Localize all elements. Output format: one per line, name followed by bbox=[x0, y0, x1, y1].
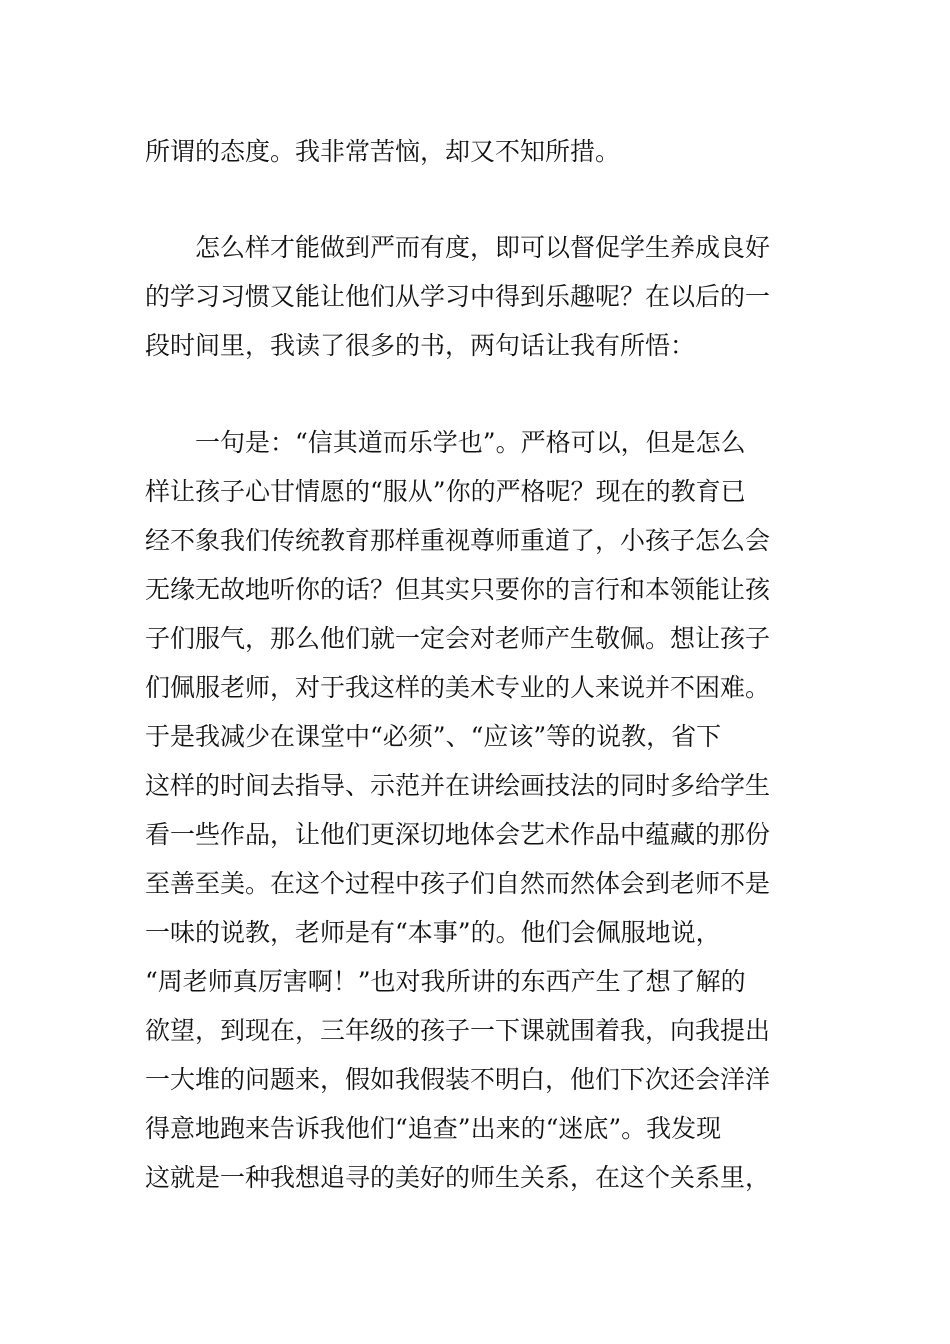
text-line: 样让孩子心甘情愿的“服从”你的严格呢？现在的教育已 bbox=[145, 477, 746, 506]
text-line: 一味的说教，老师是有“本事”的。他们会佩服地说， bbox=[145, 918, 721, 947]
text-line: 们佩服老师，对于我这样的美术专业的人来说并不困难。 bbox=[145, 673, 771, 702]
paragraph-3 bbox=[145, 418, 807, 1202]
text-line: “周老师真厉害啊！”也对我所讲的东西产生了想了解的 bbox=[145, 967, 746, 996]
text-line: 欲望，到现在，三年级的孩子一下课就围着我，向我提出 bbox=[145, 1016, 771, 1045]
text-line: 至善至美。在这个过程中孩子们自然而然体会到老师不是 bbox=[145, 869, 771, 898]
text-line: 怎么样才能做到严而有度，即可以督促学生养成良好 bbox=[145, 233, 771, 262]
text-line: 一大堆的问题来，假如我假装不明白，他们下次还会洋洋 bbox=[145, 1065, 771, 1094]
text-line: 这样的时间去指导、示范并在讲绘画技法的同时多给学生 bbox=[145, 771, 771, 800]
text-line: 于是我减少在课堂中“必须”、“应该”等的说教，省下 bbox=[145, 722, 722, 751]
text-line: 这就是一种我想追寻的美好的师生关系，在这个关系里， bbox=[145, 1163, 771, 1192]
text-line: 无缘无故地听你的话？但其实只要你的言行和本领能让孩 bbox=[145, 575, 771, 604]
text-line: 看一些作品，让他们更深切地体会艺术作品中蕴藏的那份 bbox=[145, 820, 771, 849]
text-line: 所谓的态度。我非常苦恼，却又不知所措。 bbox=[145, 137, 621, 166]
text-line: 一句是：“信其道而乐学也”。严格可以，但是怎么 bbox=[145, 428, 746, 457]
text-line: 得意地跑来告诉我他们“追查”出来的“迷底”。我发现 bbox=[145, 1114, 722, 1143]
text-line: 子们服气，那么他们就一定会对老师产生敬佩。想让孩子 bbox=[145, 624, 771, 653]
paragraph-1 bbox=[145, 127, 807, 176]
text-line: 经不象我们传统教育那样重视尊师重道了，小孩子怎么会 bbox=[145, 526, 771, 555]
text-line: 的学习习惯又能让他们从学习中得到乐趣呢？在以后的一 bbox=[145, 282, 771, 311]
paragraph-2 bbox=[145, 223, 807, 370]
text-line: 段时间里，我读了很多的书，两句话让我有所悟： bbox=[145, 331, 696, 360]
